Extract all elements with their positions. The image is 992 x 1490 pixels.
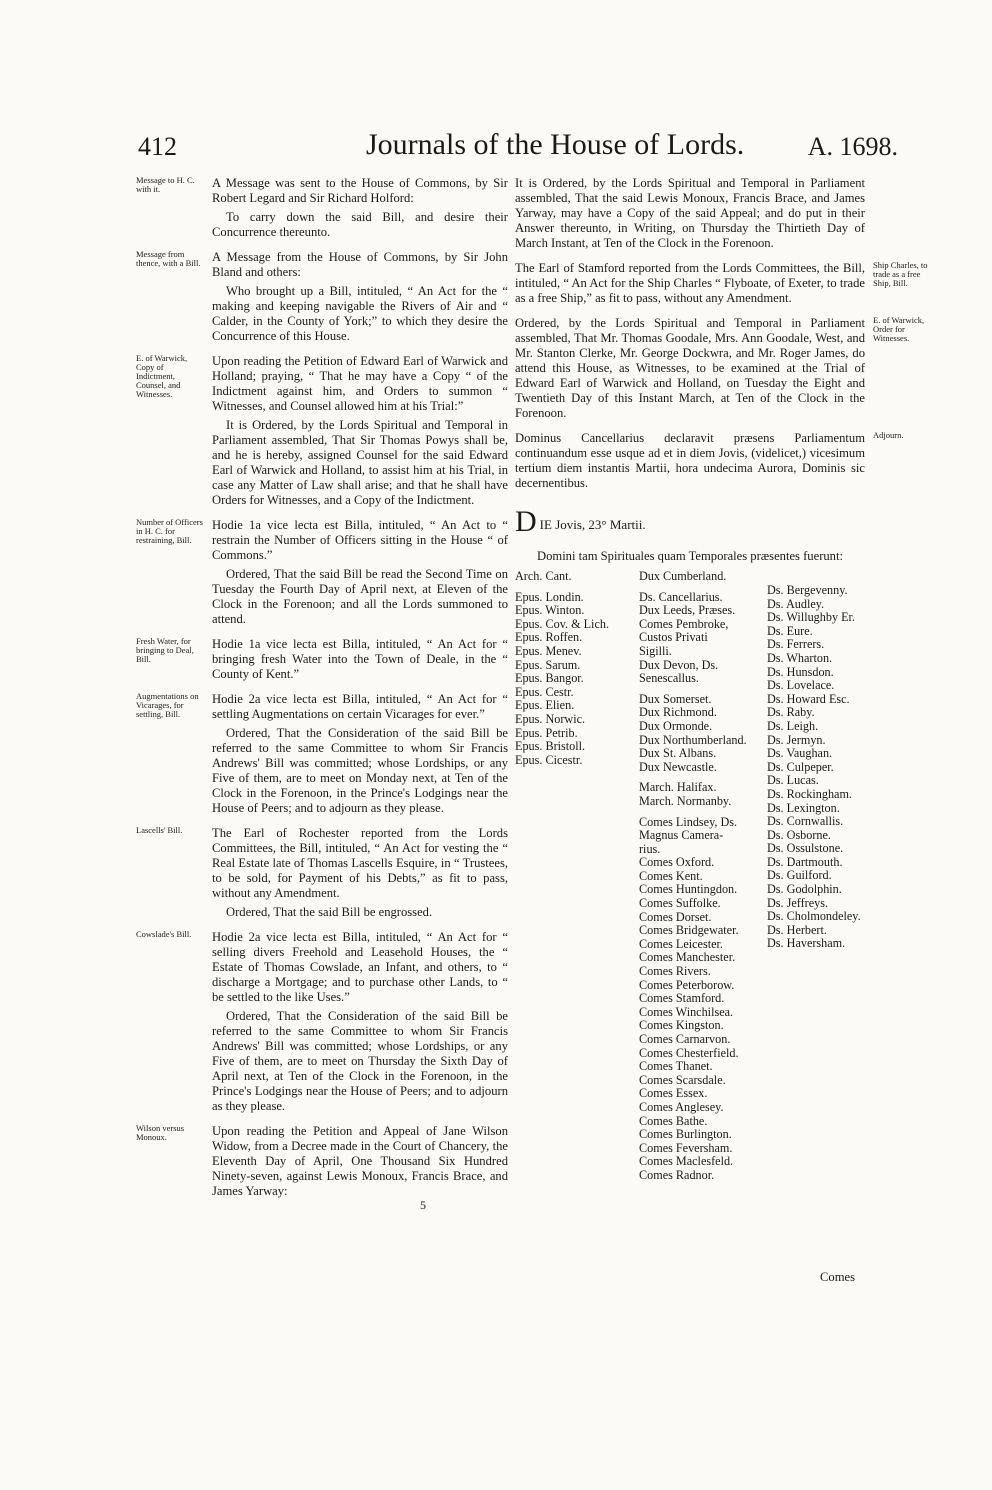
lord-name: Comes Carnarvon. [639,1032,731,1046]
lord-name: Epus. Cicestr. [515,752,583,767]
margin-note: Cowslade's Bill. [136,929,192,939]
entry-paragraph: Hodie 2a vice lecta est Billa, intituled, “ An Act for “ selling divers Freehold and Leasehold Houses, the “ Estate of Thomas Cowslade, an Infant, and others, to “ discharge a Mortgage; and to purchase other Lands, to “ be settled to the like Uses.” [212,930,508,1004]
margin-note: E. of Warwick, Copy of Indictment, Counsel, and Witnesses. [136,353,188,399]
margin-note: E. of Warwick, Order for Witnesses. [873,315,925,343]
margin-note: Message from thence, with a Bill. [136,249,201,268]
margin-note: Ship Charles, to trade as a free Ship, Bill. [873,260,928,288]
lord-name: Ds. Osborne. [767,827,831,842]
lord-name: Comes Pembroke, [639,616,729,631]
lord-name: Dux Somerset. [639,691,712,706]
lord-name: Epus. Winton. [515,603,585,618]
journal-entry [136,929,508,1114]
lord-name: Epus. Roffen. [515,630,583,645]
page-number: 412 [138,132,177,161]
dropcap: D [515,505,537,538]
lord-name: Epus. Bristoll. [515,739,586,754]
entry-paragraph: It is Ordered, by the Lords Spiritual and Temporal in Parliament assembled, That Sir Thomas Powys shall be, and he is hereby, assigned Counsel for the said Edward Earl of Warwick and Holland, to assist him at his Trial, in case any Matter of Law shall arise; and that he shall have Orders for Witnesses, and a Copy of the Indictment. [212,418,508,507]
entry-paragraph: Ordered, That the Consideration of the said Bill be referred to the same Committee to whom Sir Francis Andrews' Bill was committed; whose Lordships, or any Five of them, are to meet on Thursday the Sixth Day of April next, at Ten of the Clock in the Forenoon, in the Prince's Lodgings near the House of Peers; and to adjourn as they please. [212,1009,508,1113]
lords-column-temporal [639,570,767,1183]
entry-paragraph: To carry down the said Bill, and desire their Concurrence thereunto. [212,210,508,239]
margin-note: Lascells' Bill. [136,825,183,835]
lord-name: Dux Cumberland. [639,569,727,583]
lord-name: Comes Lindsey, Ds. [639,814,738,829]
lord-name: Comes Kent. [639,868,703,883]
lord-name: Epus. Petrib. [515,725,578,740]
lord-name: Ds. Cholmondeley. [767,909,861,924]
entry-paragraph: Hodie 1a vice lecta est Billa, intituled, “ An Act for “ bringing fresh Water into the Town of Deale, in the “ County of Kent.” [212,637,508,681]
entry-paragraph: Ordered, That the said Bill be engrossed. [226,905,433,919]
lord-name: Epus. Menev. [515,643,582,658]
lord-name: Comes Thanet. [639,1059,713,1074]
lord-name: Ds. Vaughan. [767,746,833,761]
journal-entry [515,430,904,491]
lord-name: Ds. Ossulstone. [767,841,844,856]
entry-paragraph: Upon reading the Petition of Edward Earl of Warwick and Holland; praying, “ That he may have a Copy “ of the Indictment against him, and Orders to summon “ Witnesses, and Counsel allowed him at his Trial:” [212,354,508,413]
lord-name: Dux Northumberland. [639,732,747,747]
lord-name: Ds. Wharton. [767,650,833,665]
lord-name: Comes Bathe. [639,1113,708,1128]
signature-mark: 5 [420,1198,426,1212]
lord-name: Ds. Godolphin. [767,882,842,897]
lord-name: Comes Dorset. [639,909,712,924]
page-header [138,128,898,168]
left-column [136,175,508,1209]
lord-name: Comes Peterborow. [639,977,735,992]
lord-name: Comes Rivers. [639,964,711,979]
lord-name: Ds. Jeffreys. [767,895,829,910]
lord-name: Epus. Elien. [515,698,575,713]
sitting-date: IE Jovis, 23° Martii. [539,517,646,532]
margin-note: Fresh Water, for bringing to Deal, Bill. [136,636,194,664]
lord-name: Custos Privati [639,630,708,645]
entry-paragraph: It is Ordered, by the Lords Spiritual and Temporal in Parliament assembled, That the said Lewis Monoux, Francis Brace, and James Yarway, may have a Copy of the said Appeal; and do put in their Answer thereunto, in Writing, on Thursday the Thirtieth Day of March Instant, at Ten of the Clock in the Forenoon. [515,176,865,250]
lord-name: rius. [639,841,661,856]
lord-name: Comes Bridgewater. [639,923,739,938]
lords-present-heading: Domini tam Spirituales quam Temporales præsentes fuerunt: [537,549,843,563]
lord-name: Dux St. Albans. [639,746,717,761]
lord-name: Ds. Dartmouth. [767,854,843,869]
lord-name: Sigilli. [639,643,672,658]
lord-name: Comes Kingston. [639,1018,724,1033]
lord-name: Magnus Camera- [639,828,724,843]
lord-name: Epus. Bangor. [515,671,584,686]
lord-name: Ds. Herbert. [767,922,827,937]
lord-name: Epus. Sarum. [515,657,581,672]
lord-name: Senescallus. [639,671,699,686]
entry-paragraph: Hodie 2a vice lecta est Billa, intituled, “ An Act for “ settling Augmentations on certain Vicarages for ever.” [212,692,508,721]
margin-note: Message to H. C. with it. [136,175,195,194]
lord-name: Comes Oxford. [639,855,715,870]
lord-name: Ds. Audley. [767,596,825,611]
lord-name: Ds. Leigh. [767,718,819,733]
journal-entry [136,825,508,920]
lord-name: Ds. Raby. [767,705,815,720]
lord-name: Ds. Guilford. [767,868,832,883]
lord-name: Comes Winchilsea. [639,1004,734,1019]
right-column [515,176,928,1220]
entry-paragraph: Hodie 1a vice lecta est Billa, intituled, “ An Act to “ restrain the Number of Officers sitting in the House “ of Commons.” [212,518,508,562]
lord-name: Dux Devon, Ds. [639,657,719,672]
lord-name: March. Normanby. [639,793,732,808]
journal-entry [136,517,508,627]
lord-name: Ds. Eure. [767,623,813,638]
journal-entry [515,315,925,421]
lord-name: Comes Anglesey. [639,1099,724,1114]
margin-note: Wilson versus Monoux. [136,1123,185,1142]
margin-note: Adjourn. [873,430,904,440]
lord-name: Comes Essex. [639,1086,708,1101]
entry-paragraph: Dominus Cancellarius declaravit præsens Parliamentum continuandum esse usque ad et in diem Jovis, (videlicet,) vicesimum tertium diem instantis Martii, hora undecima Aurora, Dominis sic decernentibus. [515,431,865,490]
entry-paragraph: Ordered, by the Lords Spiritual and Temporal in Parliament assembled, That Mr. Thomas Goodale, Mrs. Ann Goodale, West, and Mr. Stanton Clerke, Mr. George Dockwra, and Mr. Roger James, do attend this House, as Witnesses, to be examined at the Trial of Edward Earl of Warwick and Holland, on Tuesday the Eight and Twentieth Day of this Instant March, at Ten of the Clock in the Forenoon. [515,316,865,420]
lord-name: Comes Radnor. [639,1167,715,1182]
lord-name: Ds. Cornwallis. [767,814,844,829]
entry-paragraph: A Message from the House of Commons, by Sir John Bland and others: [212,250,508,279]
entry-paragraph: A Message was sent to the House of Commons, by Sir Robert Legard and Sir Richard Holford: [212,176,508,205]
entry-paragraph: The Earl of Rochester reported from the Lords Committees, the Bill, intituled, “ An Act for vesting the “ Real Estate late of Thomas Lascells Esquire, in “ Trustees, to be sold, for Payment of his Debts,” as fit to pass, without any Amendment. [212,826,508,900]
lord-name: Comes Manchester. [639,950,736,965]
lord-name: Comes Feversham. [639,1140,733,1155]
journal-entry [515,176,865,251]
entry-paragraph: Upon reading the Petition and Appeal of Jane Wilson Widow, from a Decree made in the Court of Chancery, the Eleventh Day of April, One Thousand Six Hundred Ninety-seven, against Lewis Monoux, Francis Brace, and James Yarway: [212,1124,508,1198]
lord-name: Ds. Jermyn. [767,732,826,747]
lord-name: Dux Leeds, Præses. [639,603,736,618]
lord-name: March. Halifax. [639,780,717,795]
journal-entry [136,691,508,816]
entry-paragraph: Ordered, That the said Bill be read the Second Time on Tuesday the Fourth Day of April next, at Eleven of the Clock in the Forenoon; and all the Lords summoned to attend. [212,567,508,626]
lord-name: Ds. Rockingham. [767,786,852,801]
lord-name: Comes Burlington. [639,1127,732,1142]
journal-entry [136,1123,508,1199]
year-value: 1698. [839,132,898,161]
lord-name: Ds. Lucas. [767,773,819,788]
lord-name: Arch. Cant. [515,569,572,583]
entry-paragraph: The Earl of Stamford reported from the Lords Committees, the Bill, intituled, “ An Act for the Ship Charles “ Flyboate, of Exeter, to trade as a free Ship,” as fit to pass, without any Amendment. [515,261,865,305]
lord-name: Ds. Lovelace. [767,678,835,693]
lords-column-spiritual [515,570,633,767]
lord-name: Epus. Cov. & Lich. [515,616,609,631]
catchword: Comes [820,1270,855,1284]
lord-name: Ds. Haversham. [767,936,846,951]
right-entries [515,176,928,491]
lord-name: Ds. Lexington. [767,800,840,815]
lord-name: Dux Richmond. [639,705,717,720]
lord-name: Comes Chesterfield. [639,1045,739,1060]
lord-name: Comes Maclesfeld. [639,1154,734,1169]
journal-entry [136,636,508,682]
lord-name: Comes Huntingdon. [639,882,738,897]
lord-name: Ds. Hunsdon. [767,664,834,679]
margin-note: Augmentations on Vicarages, for settling, Bill. [136,691,199,719]
lord-name: Dux Ormonde. [639,718,713,733]
lord-name: Epus. Cestr. [515,684,574,699]
journal-entry [136,249,508,344]
lord-name: Epus. Norwic. [515,711,586,726]
page-year [808,132,898,162]
lords-column-barons [767,570,877,951]
entry-paragraph: Ordered, That the Consideration of the said Bill be referred to the same Committee to whom Sir Francis Andrews' Bill was committed; whose Lordships, or any Five of them, are to meet on Monday next, at Ten of the Clock in the Forenoon, in the Prince's Lodgings near the House of Peers; and to adjourn as they please. [212,726,508,815]
lord-name: Ds. Culpeper. [767,759,834,774]
lord-name: Ds. Howard Esc. [767,691,850,706]
journal-entry [515,260,928,306]
lord-name: Ds. Cancellarius. [639,589,723,604]
lord-name: Ds. Bergevenny. [767,583,848,597]
page-title: Journals of the House of Lords. [366,128,745,161]
entry-paragraph: Who brought up a Bill, intituled, “ An Act for the “ making and keeping navigable the Rivers of Air and “ Calder, in the County of York;” to which they desire the Concurrence of this House. [212,284,508,343]
lord-name: Comes Stamford. [639,991,725,1006]
lord-name: Ds. Ferrers. [767,637,825,652]
margin-note: Number of Officers in H. C. for restraining, Bill. [136,517,203,545]
year-prefix: A. [807,132,833,161]
lord-name: Epus. Londin. [515,589,584,604]
lords-present-list [515,570,865,1220]
lord-name: Dux Newcastle. [639,759,717,774]
lord-name: Ds. Willughby Er. [767,610,855,625]
journal-entry [136,353,508,508]
lord-name: Comes Suffolke. [639,896,721,911]
journal-entry [136,175,508,240]
sitting-heading [515,505,865,564]
lord-name: Comes Leicester. [639,936,723,951]
lord-name [767,570,877,577]
lord-name: Comes Scarsdale. [639,1072,726,1087]
